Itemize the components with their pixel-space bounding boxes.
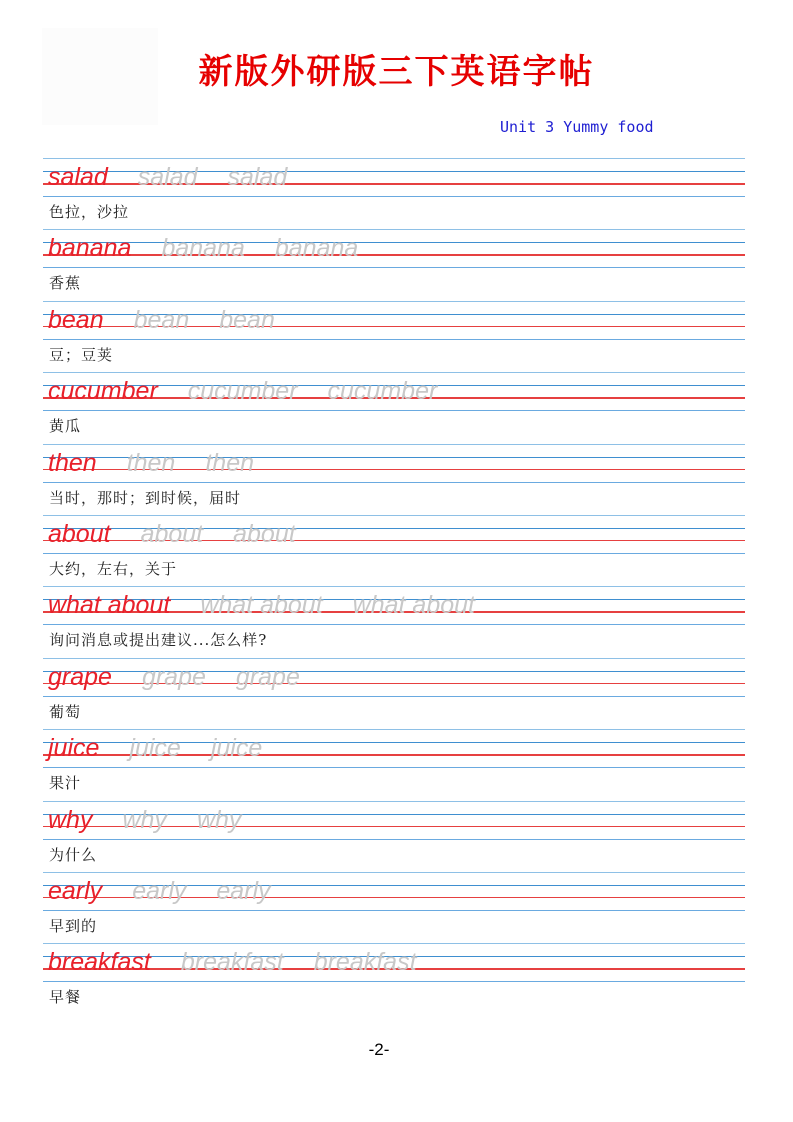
vocab-word: why (48, 805, 93, 834)
vocab-entry (43, 444, 745, 515)
word-row (48, 376, 467, 404)
vocab-word: cucumber (48, 377, 158, 406)
guide-line-top (43, 372, 745, 373)
guide-line-bottom (43, 553, 745, 554)
unit-subtitle: Unit 3 Yummy food (500, 118, 654, 136)
guide-line-top (43, 444, 745, 445)
vocab-word: then (48, 448, 97, 477)
guide-line-bottom (43, 624, 745, 625)
trace-word: banana (161, 234, 245, 263)
word-row (48, 233, 388, 261)
trace-word: then (126, 448, 176, 477)
guide-line-top (43, 515, 745, 516)
word-row (48, 947, 447, 975)
guide-line-top (43, 943, 745, 944)
word-row (48, 805, 271, 833)
trace-word: cucumber (187, 377, 298, 406)
trace-word: breakfast (313, 948, 417, 977)
chinese-meaning: 为什么 (49, 845, 98, 864)
chinese-meaning: 大约，左右，关于 (49, 559, 178, 578)
guide-line-top (43, 658, 745, 659)
vocab-word: salad (48, 163, 108, 191)
word-row (48, 519, 326, 547)
guide-line-bottom (43, 482, 745, 483)
vocab-entry (43, 943, 745, 1014)
word-row (48, 305, 305, 333)
guide-line-bottom (43, 196, 745, 197)
word-row (48, 733, 292, 761)
vocab-entry (43, 229, 745, 300)
trace-word: what about (200, 591, 323, 620)
trace-word: grape (235, 662, 300, 691)
trace-word: why (122, 805, 167, 834)
guide-line-bottom (43, 696, 745, 697)
guide-line-top (43, 301, 745, 302)
word-row (48, 590, 505, 618)
guide-line-top (43, 872, 745, 873)
vocab-word: juice (48, 734, 100, 763)
trace-word: grape (141, 662, 206, 691)
chinese-meaning: 果汁 (49, 774, 82, 793)
vocab-entry (43, 372, 745, 443)
trace-word: early (132, 876, 187, 905)
trace-word: early (216, 876, 271, 905)
chinese-meaning: 早餐 (49, 988, 82, 1007)
trace-word: juice (210, 734, 263, 763)
page-number: -2- (368, 1040, 390, 1059)
trace-word: breakfast (180, 948, 284, 977)
guide-line-bottom (43, 767, 745, 768)
word-row (48, 448, 284, 476)
trace-word: then (205, 448, 255, 477)
trace-word: salad (137, 163, 198, 191)
trace-word: why (196, 805, 242, 834)
trace-word: what about (352, 591, 475, 620)
copybook-sheet (43, 158, 745, 1015)
vocab-word: about (48, 519, 111, 548)
vocab-entry (43, 658, 745, 729)
vocab-word: grape (48, 662, 112, 691)
guide-line-bottom (43, 839, 745, 840)
trace-word: juice (129, 734, 181, 763)
guide-line-top (43, 229, 745, 230)
chinese-meaning: 当时，那时；到时候，届时 (49, 488, 242, 507)
vocab-word: banana (48, 234, 132, 263)
guide-line-bottom (43, 910, 745, 911)
guide-line-top (43, 158, 745, 159)
trace-word: about (233, 519, 296, 548)
vocab-entry (43, 801, 745, 872)
vocab-word: early (48, 876, 103, 905)
trace-word: banana (274, 234, 359, 263)
word-row (48, 162, 317, 190)
chinese-meaning: 葡萄 (49, 702, 82, 721)
trace-word: cucumber (327, 377, 438, 406)
page-title: 新版外研版三下英语字帖 (198, 52, 595, 92)
guide-line-bottom (43, 339, 745, 340)
vocab-entry (43, 301, 745, 372)
trace-word: bean (133, 305, 190, 334)
word-row (48, 662, 330, 690)
guide-line-bottom (43, 410, 745, 411)
vocab-word: breakfast (48, 948, 151, 977)
vocab-entry (43, 729, 745, 800)
chinese-meaning: 色拉，沙拉 (49, 203, 130, 221)
guide-line-top (43, 586, 745, 587)
trace-word: bean (219, 305, 275, 334)
vocab-entry (43, 586, 745, 657)
vocab-entry (43, 158, 745, 229)
guide-line-bottom (43, 981, 745, 982)
chinese-meaning: 香蕉 (49, 274, 82, 293)
vocab-entry (43, 515, 745, 586)
chinese-meaning: 豆；豆荚 (49, 345, 114, 364)
vocab-word: bean (48, 305, 104, 334)
vocab-word: what about (48, 591, 171, 620)
vocab-entry (43, 872, 745, 943)
chinese-meaning: 早到的 (49, 916, 98, 935)
trace-word: about (140, 519, 204, 548)
guide-line-bottom (43, 267, 745, 268)
guide-line-top (43, 729, 745, 730)
guide-line-top (43, 801, 745, 802)
trace-word: salad (227, 163, 288, 191)
chinese-meaning: 询问消息或提出建议...怎么样? (49, 631, 268, 650)
word-row (48, 876, 301, 904)
chinese-meaning: 黄瓜 (49, 417, 82, 436)
